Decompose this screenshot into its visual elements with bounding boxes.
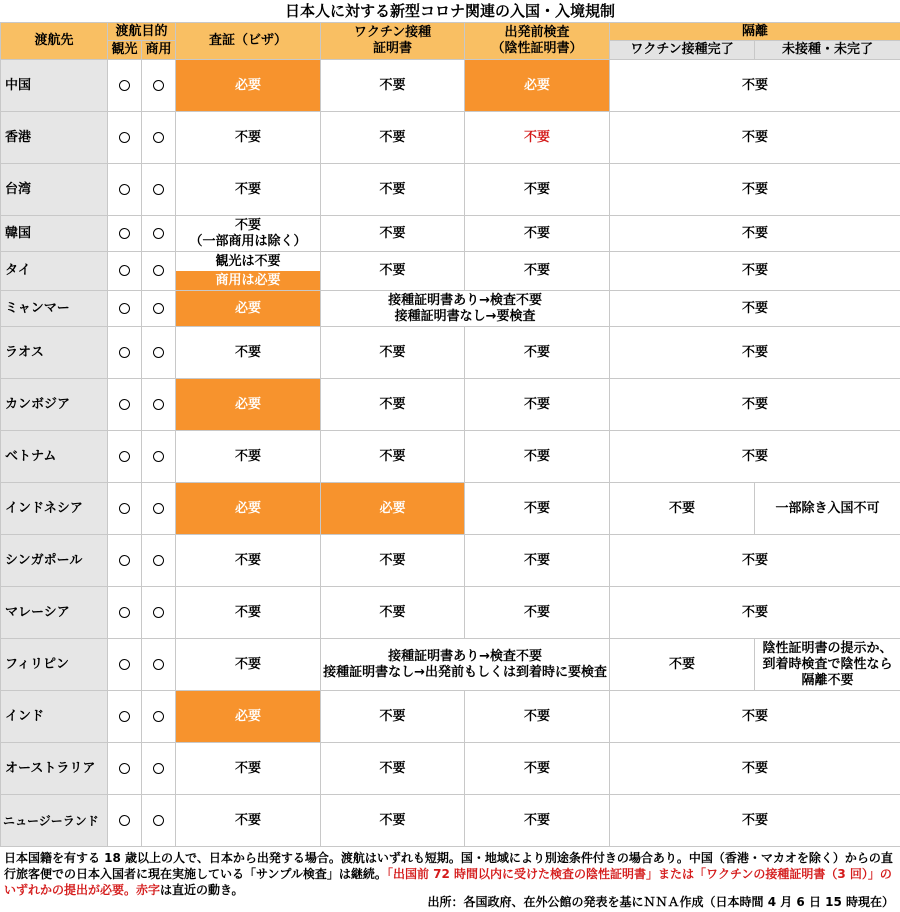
vaccine-cell: 不要: [321, 795, 465, 847]
visa-cell: 必要: [176, 291, 321, 327]
table-row: [1, 291, 900, 327]
circle-icon: [153, 265, 164, 276]
quarantine-done-cell: 不要: [610, 483, 755, 535]
circle-icon: [153, 132, 164, 143]
quarantine-cell: 不要: [610, 743, 900, 795]
test-cell: 不要: [465, 379, 610, 431]
test-cell: 不要: [465, 483, 610, 535]
vaccine-test-merged-cell: [321, 291, 610, 327]
quarantine-done-cell: 不要: [610, 639, 755, 691]
business-cell: [142, 743, 176, 795]
quarantine-cell: 不要: [610, 691, 900, 743]
circle-icon: [119, 815, 130, 826]
header-q-undone: 未接種・未完了: [755, 41, 900, 60]
test-cell: 不要: [465, 535, 610, 587]
tourism-cell: [108, 691, 142, 743]
visa-cell: 必要: [176, 483, 321, 535]
header-test-l2: （陰性証明書）: [491, 41, 583, 56]
table-row: [1, 535, 900, 587]
q-undone-line-3: 隔離不要: [801, 672, 854, 688]
tourism-cell: [108, 587, 142, 639]
visa-cell: 不要: [176, 164, 321, 216]
dest-cell: 中国: [1, 60, 108, 112]
dest-cell: カンボジア: [1, 379, 108, 431]
business-cell: [142, 291, 176, 327]
business-cell: [142, 691, 176, 743]
header-vaccine-l1: ワクチン接種: [353, 25, 432, 40]
visa-cell: 不要: [176, 639, 321, 691]
table-row: [1, 216, 900, 252]
tourism-cell: [108, 379, 142, 431]
table-row: [1, 60, 900, 112]
circle-icon: [119, 132, 130, 143]
circle-icon: [153, 711, 164, 722]
quarantine-undone-cell: [755, 639, 900, 691]
vaccine-cell: 不要: [321, 112, 465, 164]
visa-line-2: （一部商用は除く）: [189, 233, 307, 249]
circle-icon: [153, 555, 164, 566]
header-business: 商用: [142, 41, 176, 60]
circle-icon: [153, 763, 164, 774]
business-cell: [142, 639, 176, 691]
visa-cell: 不要: [176, 795, 321, 847]
dest-cell: オーストラリア: [1, 743, 108, 795]
circle-icon: [153, 451, 164, 462]
circle-icon: [153, 184, 164, 195]
tourism-cell: [108, 639, 142, 691]
visa-cell: [176, 216, 321, 252]
circle-icon: [153, 228, 164, 239]
visa-cell: 必要: [176, 60, 321, 112]
tourism-cell: [108, 216, 142, 252]
tourism-cell: [108, 112, 142, 164]
vaccine-test-merged-cell: [321, 639, 610, 691]
business-cell: [142, 431, 176, 483]
tourism-cell: [108, 60, 142, 112]
tourism-cell: [108, 483, 142, 535]
dest-cell: 香港: [1, 112, 108, 164]
table-row: [1, 743, 900, 795]
circle-icon: [119, 347, 130, 358]
vaccine-cell: 不要: [321, 431, 465, 483]
vaccine-cell: 不要: [321, 216, 465, 252]
test-cell: 不要: [465, 112, 610, 164]
tourism-cell: [108, 795, 142, 847]
table-row: [1, 431, 900, 483]
tourism-cell: [108, 743, 142, 795]
dest-cell: ミャンマー: [1, 291, 108, 327]
table-row: [1, 691, 900, 743]
footnote-part-1: 日本国籍を有する 18 歳以上の人で、日本から出発する場合。渡航はいずれも短期。国・地域により別途条件付きの場合あり。中国（香港・マカオを除く）からの直行旅客便での日本入国者に現在実施している「サンプル検査」は継続。: [4, 851, 893, 881]
circle-icon: [119, 659, 130, 670]
q-undone-line-2: 到着時検査で陰性なら: [762, 656, 893, 672]
table-row: [1, 327, 900, 379]
dest-cell: インド: [1, 691, 108, 743]
visa-cell: 不要: [176, 112, 321, 164]
test-cell: 不要: [465, 743, 610, 795]
business-cell: [142, 535, 176, 587]
circle-icon: [153, 815, 164, 826]
vaccine-cell: 不要: [321, 535, 465, 587]
circle-icon: [153, 659, 164, 670]
circle-icon: [153, 607, 164, 618]
test-cell: 不要: [465, 327, 610, 379]
visa-tourism: 観光は不要: [215, 254, 281, 269]
dest-cell: 韓国: [1, 216, 108, 252]
circle-icon: [119, 763, 130, 774]
quarantine-cell: 不要: [610, 795, 900, 847]
quarantine-cell: 不要: [610, 164, 900, 216]
circle-icon: [119, 303, 130, 314]
dest-cell: ベトナム: [1, 431, 108, 483]
dest-cell: タイ: [1, 252, 108, 291]
business-cell: [142, 379, 176, 431]
circle-icon: [153, 80, 164, 91]
footnote: [4, 850, 898, 898]
vaccine-cell: 不要: [321, 60, 465, 112]
test-cell: 不要: [465, 216, 610, 252]
business-cell: [142, 216, 176, 252]
header-test: [465, 23, 610, 60]
footnote-part-2-red: 「出国前 72 時間以内に受けた検査の陰性証明書」または「ワクチンの接種証明書（3 回）」のいずれかの提出が必要。赤字: [4, 867, 892, 897]
circle-icon: [119, 399, 130, 410]
circle-icon: [119, 265, 130, 276]
circle-icon: [119, 451, 130, 462]
circle-icon: [153, 347, 164, 358]
business-cell: [142, 252, 176, 291]
dest-cell: フィリピン: [1, 639, 108, 691]
circle-icon: [119, 555, 130, 566]
visa-cell: 不要: [176, 431, 321, 483]
table-row: [1, 795, 900, 847]
visa-cell: 不要: [176, 743, 321, 795]
circle-icon: [119, 711, 130, 722]
visa-cell: 不要: [176, 587, 321, 639]
vaccine-cell: 不要: [321, 252, 465, 291]
header-quarantine: 隔離: [610, 23, 900, 41]
visa-cell: 必要: [176, 379, 321, 431]
table-row: [1, 379, 900, 431]
dest-cell: ニュージーランド: [1, 795, 108, 847]
table-row: [1, 252, 900, 291]
dest-cell: インドネシア: [1, 483, 108, 535]
circle-icon: [119, 503, 130, 514]
business-cell: [142, 483, 176, 535]
circle-icon: [153, 503, 164, 514]
test-cell: 不要: [465, 587, 610, 639]
quarantine-cell: 不要: [610, 587, 900, 639]
quarantine-cell: 不要: [610, 60, 900, 112]
circle-icon: [153, 303, 164, 314]
business-cell: [142, 327, 176, 379]
tourism-cell: [108, 291, 142, 327]
business-cell: [142, 164, 176, 216]
visa-cell: [176, 252, 321, 291]
circle-icon: [119, 607, 130, 618]
quarantine-cell: 不要: [610, 112, 900, 164]
tourism-cell: [108, 164, 142, 216]
footnote-part-3: は直近の動き。: [160, 883, 244, 897]
merged-line-2: 接種証明書なし→要検査: [394, 308, 536, 324]
table-row: [1, 639, 900, 691]
dest-cell: 台湾: [1, 164, 108, 216]
test-cell: 不要: [465, 691, 610, 743]
visa-cell: 不要: [176, 535, 321, 587]
header-dest: 渡航先: [1, 23, 108, 60]
dest-cell: マレーシア: [1, 587, 108, 639]
business-cell: [142, 795, 176, 847]
test-cell: 不要: [465, 795, 610, 847]
header-test-l1: 出発前検査: [504, 25, 570, 40]
vaccine-cell: 不要: [321, 691, 465, 743]
circle-icon: [119, 228, 130, 239]
header-purpose: 渡航目的: [108, 23, 176, 41]
page-title: 日本人に対する新型コロナ関連の入国・入境規制: [284, 2, 615, 20]
tourism-cell: [108, 535, 142, 587]
tourism-cell: [108, 431, 142, 483]
vaccine-cell: 不要: [321, 379, 465, 431]
quarantine-cell: 不要: [610, 216, 900, 252]
quarantine-cell: 不要: [610, 379, 900, 431]
quarantine-cell: 不要: [610, 431, 900, 483]
merged-line-1: 接種証明書あり→検査不要: [388, 292, 542, 308]
circle-icon: [153, 399, 164, 410]
table-row: [1, 483, 900, 535]
visa-cell: 必要: [176, 691, 321, 743]
test-cell: 不要: [465, 164, 610, 216]
circle-icon: [119, 80, 130, 91]
source-line: 出所：各国政府、在外公館の発表を基にＮＮＡ作成（日本時間 4 月 6 日 15 時現在）: [427, 895, 894, 909]
header-vaccine-l2: 証明書: [373, 41, 413, 56]
quarantine-cell: 不要: [610, 291, 900, 327]
test-cell: 不要: [465, 431, 610, 483]
visa-line-1: 不要: [235, 217, 262, 233]
vaccine-cell: 不要: [321, 743, 465, 795]
test-cell: 不要: [465, 252, 610, 291]
vaccine-cell: 必要: [321, 483, 465, 535]
circle-icon: [119, 184, 130, 195]
header-visa: 査証（ビザ）: [176, 23, 321, 60]
table-row: [1, 164, 900, 216]
merged-line-2: 接種証明書なし→出発前もしくは到着時に要検査: [323, 664, 607, 680]
tourism-cell: [108, 327, 142, 379]
vaccine-cell: 不要: [321, 327, 465, 379]
header-q-done: ワクチン接種完了: [610, 41, 755, 60]
quarantine-cell: 不要: [610, 252, 900, 291]
table-row: [1, 112, 900, 164]
business-cell: [142, 60, 176, 112]
quarantine-undone-cell: 一部除き入国不可: [755, 483, 900, 535]
regulation-table: [0, 22, 900, 847]
table-row: [1, 587, 900, 639]
q-undone-line-1: 陰性証明書の提示か、: [762, 640, 893, 656]
header-tourism: 観光: [108, 41, 142, 60]
dest-cell: ラオス: [1, 327, 108, 379]
dest-cell: シンガポール: [1, 535, 108, 587]
quarantine-cell: 不要: [610, 535, 900, 587]
business-cell: [142, 112, 176, 164]
visa-cell: 不要: [176, 327, 321, 379]
business-cell: [142, 587, 176, 639]
vaccine-cell: 不要: [321, 587, 465, 639]
header-vaccine: [321, 23, 465, 60]
quarantine-cell: 不要: [610, 327, 900, 379]
visa-business: 商用は必要: [176, 271, 320, 290]
merged-line-1: 接種証明書あり→検査不要: [388, 648, 542, 664]
test-cell: 必要: [465, 60, 610, 112]
vaccine-cell: 不要: [321, 164, 465, 216]
tourism-cell: [108, 252, 142, 291]
